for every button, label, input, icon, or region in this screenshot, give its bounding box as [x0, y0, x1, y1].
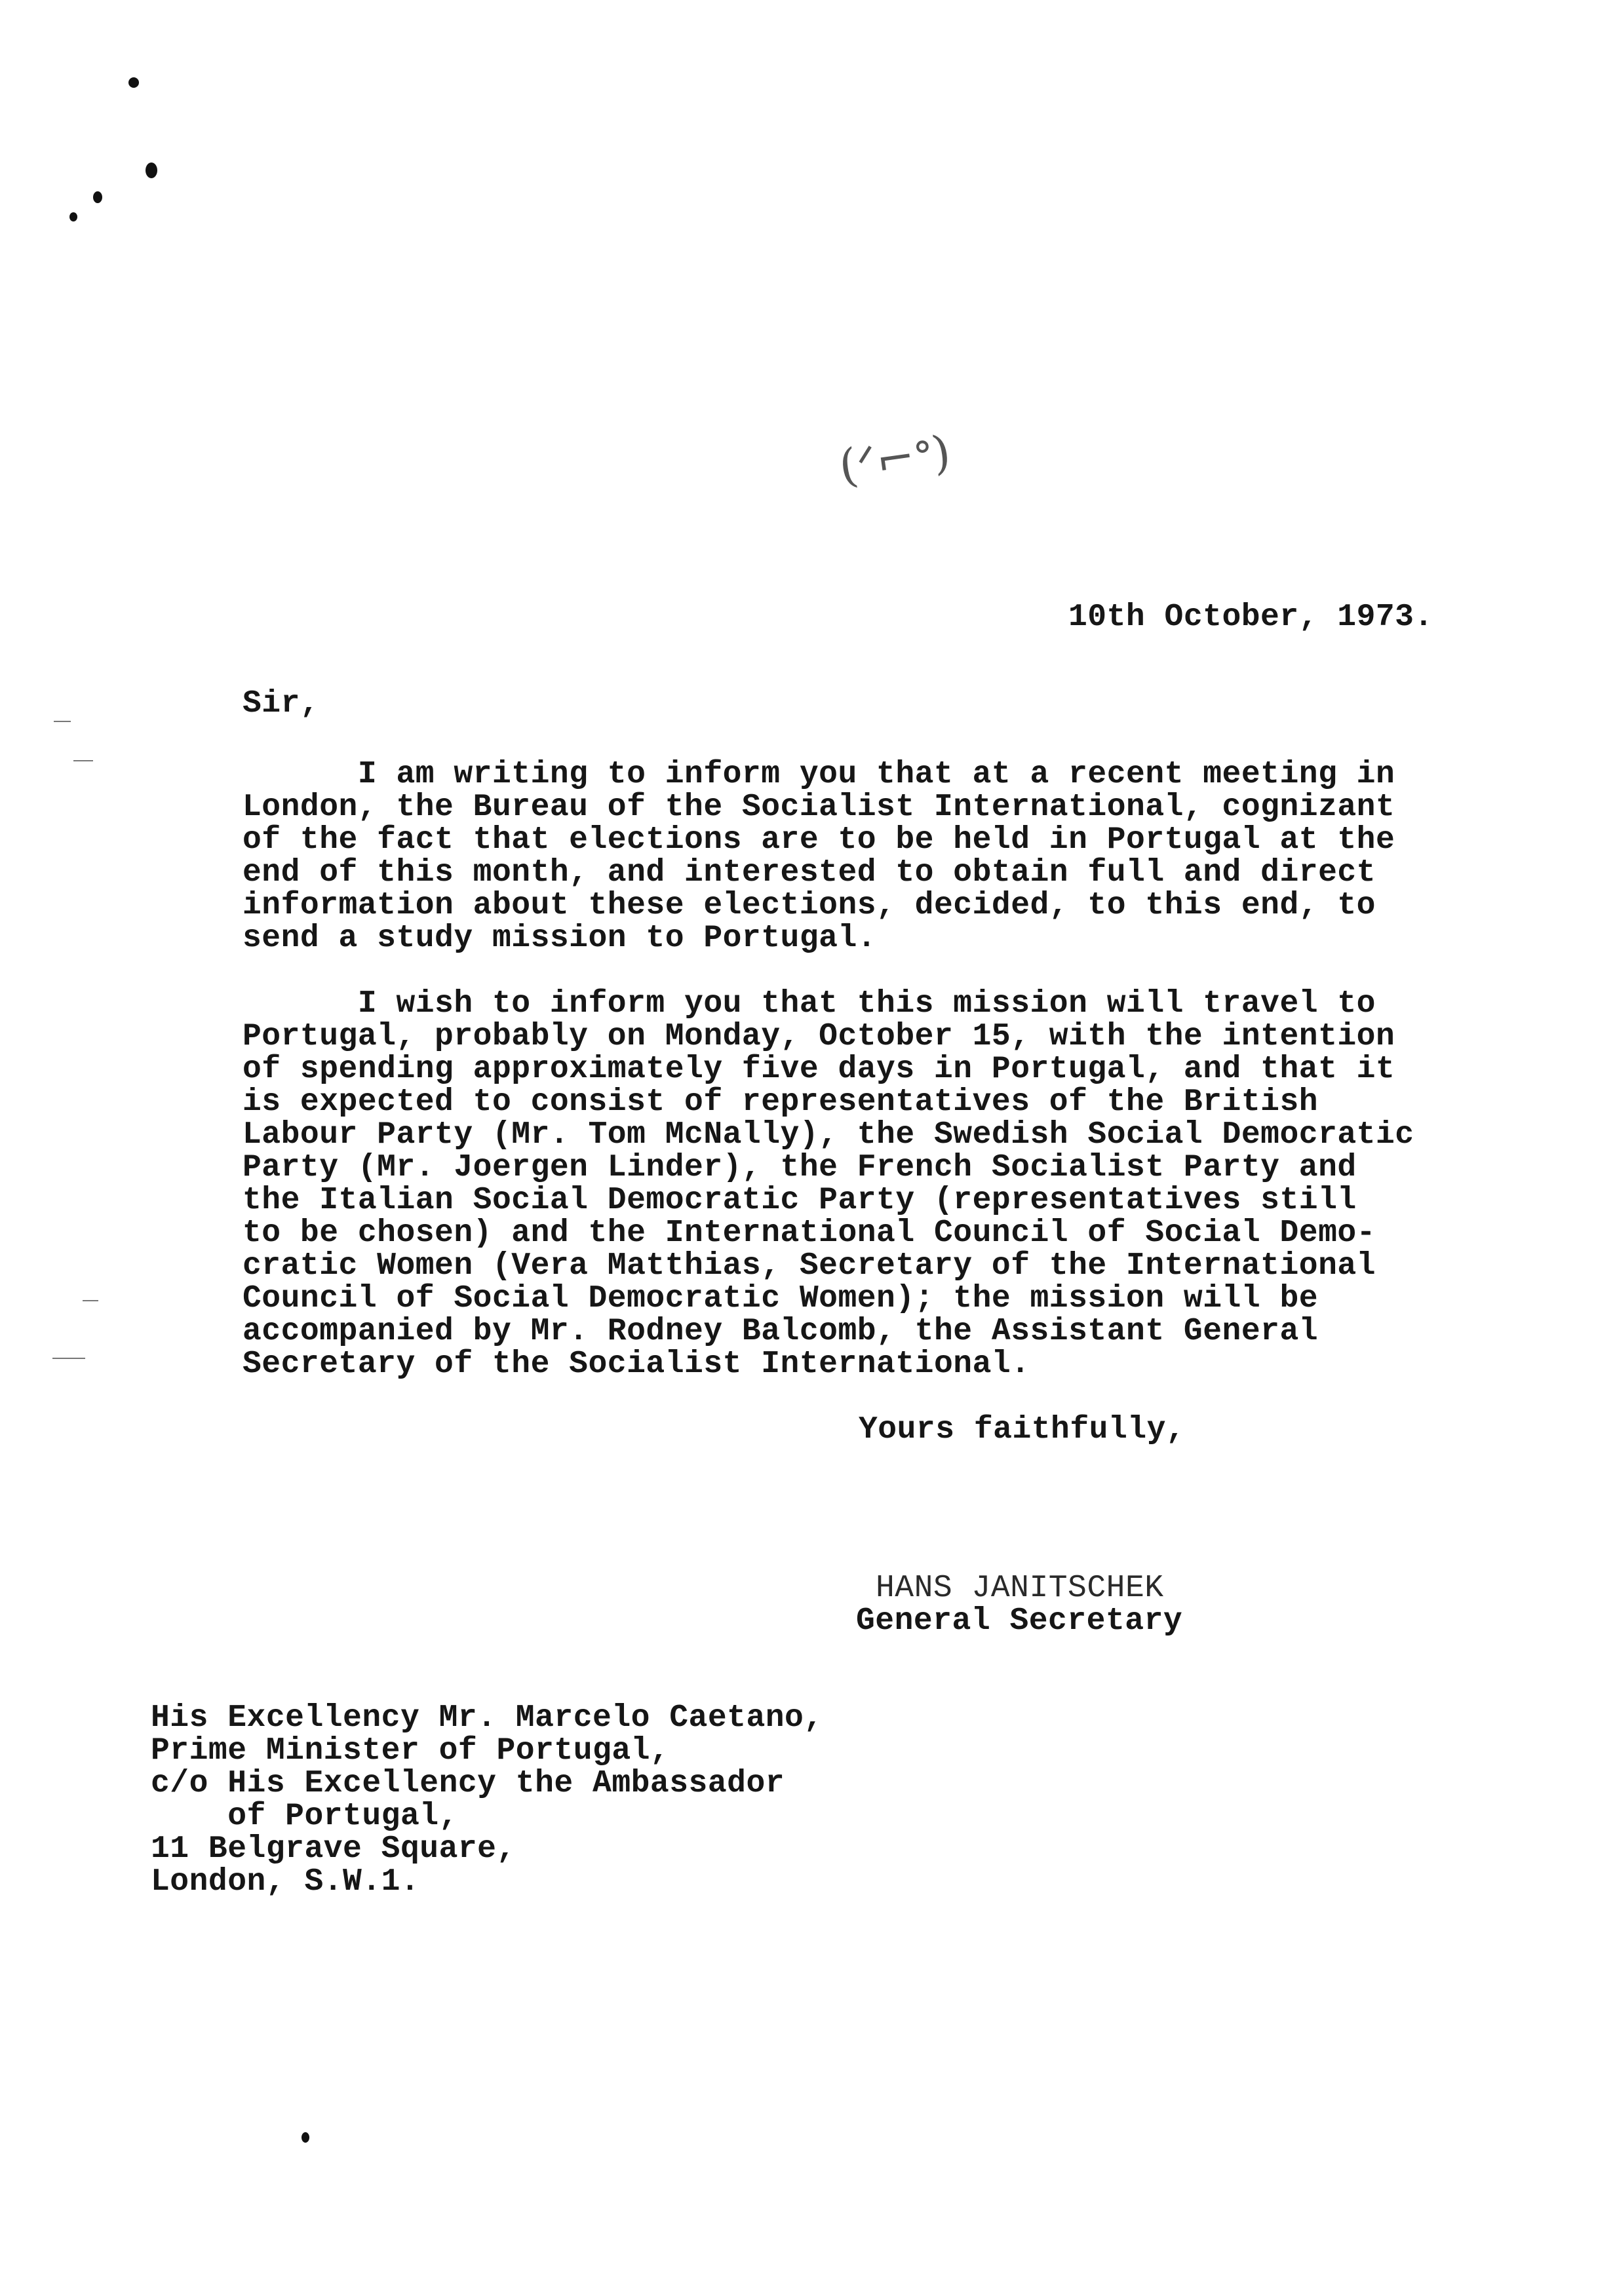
letter-date: 10th October, 1973. [1068, 600, 1433, 635]
paragraph-line: I wish to inform you that this mission will travel to [243, 986, 1376, 1022]
scan-edge-mark [54, 721, 71, 722]
paragraph-line: the Italian Social Democratic Party (representatives still [243, 1183, 1357, 1218]
address-line: of Portugal, [151, 1799, 458, 1834]
paragraph-line: Portugal, probably on Monday, October 15, with the intention [243, 1019, 1395, 1054]
signatory-name: HANS JANITSCHEK [876, 1571, 1164, 1606]
scan-speck [128, 77, 139, 88]
address-line: c/o His Excellency the Ambassador [151, 1766, 785, 1801]
scan-edge-mark [73, 760, 93, 761]
paragraph-line: to be chosen) and the International Council of Social Demo- [243, 1215, 1376, 1251]
paragraph-line: send a study mission to Portugal. [243, 921, 877, 956]
address-line: Prime Minister of Portugal, [151, 1733, 670, 1769]
address-line: 11 Belgrave Square, [151, 1831, 516, 1867]
paragraph-line: cratic Women (Vera Matthias, Secretary of the International [243, 1248, 1376, 1284]
paragraph-line: of the fact that elections are to be held in Portugal at the [243, 822, 1395, 858]
paragraph-line: I am writing to inform you that at a recent meeting in [243, 757, 1395, 792]
paragraph-line: of spending approximately five days in Portugal, and that it [243, 1052, 1395, 1087]
closing: Yours faithfully, [859, 1412, 1186, 1447]
handwritten-annotation: (ᐟ⌐ᐤ) [836, 425, 954, 494]
scan-speck [146, 163, 157, 178]
paragraph-line: end of this month, and interested to obtain full and direct [243, 855, 1376, 890]
paragraph-line: London, the Bureau of the Socialist International, cognizant [243, 790, 1395, 825]
scan-speck [302, 2132, 309, 2143]
paragraph-line: is expected to consist of representatives of the British [243, 1084, 1319, 1120]
paragraph-line: accompanied by Mr. Rodney Balcomb, the Assistant General [243, 1314, 1319, 1349]
scan-speck [93, 191, 102, 203]
scan-edge-mark [83, 1300, 98, 1301]
paragraph-line: Council of Social Democratic Women); the mission will be [243, 1281, 1319, 1316]
address-line: His Excellency Mr. Marcelo Caetano, [151, 1700, 823, 1736]
scan-speck [69, 212, 77, 221]
signatory-title: General Secretary [856, 1603, 1183, 1639]
scan-edge-mark [52, 1358, 85, 1359]
paragraph-line: Party (Mr. Joergen Linder), the French Socialist Party and [243, 1150, 1357, 1185]
salutation: Sir, [243, 686, 320, 721]
paragraph-line: information about these elections, decided, to this end, to [243, 888, 1376, 923]
paragraph-line: Secretary of the Socialist International. [243, 1347, 1030, 1382]
paragraph-line: Labour Party (Mr. Tom McNally), the Swedish Social Democratic [243, 1117, 1414, 1153]
address-line: London, S.W.1. [151, 1864, 420, 1900]
